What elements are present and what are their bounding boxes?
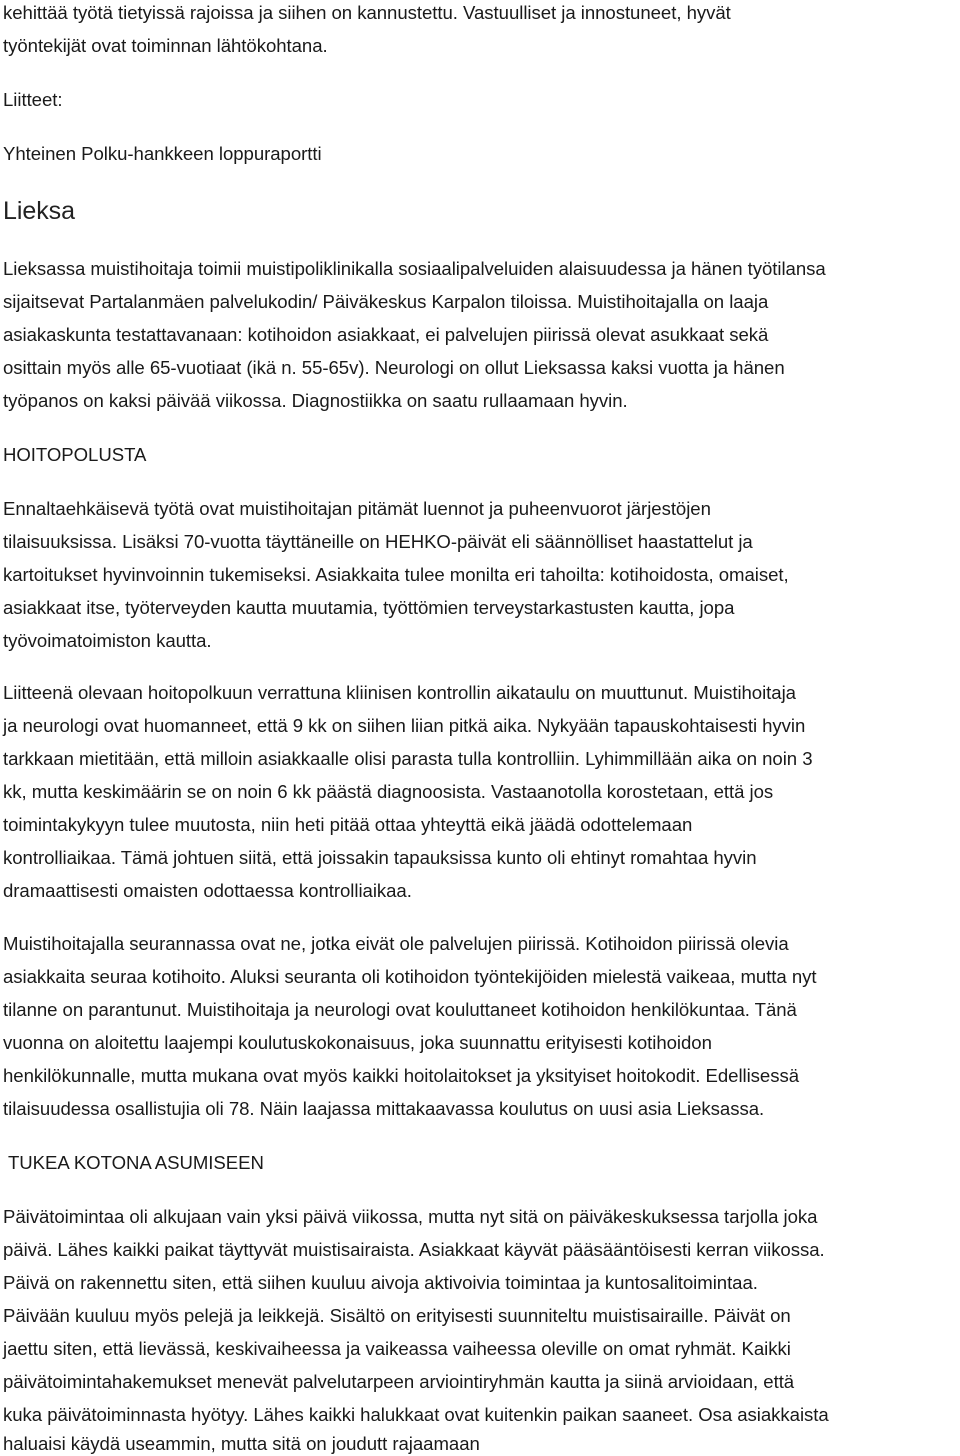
paragraph-5-line: Päivätoimintaa oli alkujaan vain yksi päivä viikossa, mutta nyt sitä on päiväkeskuksessa tarjolla joka (3, 1206, 818, 1227)
paragraph-4-line: Muistihoitajalla seurannassa ovat ne, jotka eivät ole palvelujen piirissä. Kotihoidon piirissä olevia (3, 933, 789, 954)
paragraph-2-line: Ennaltaehkäisevä työtä ovat muistihoitajan pitämät luennot ja puheenvuorot järjestöjen (3, 498, 711, 519)
paragraph-3-line: ja neurologi ovat huomanneet, että 9 kk on siihen liian pitkä aika. Nykyään tapauskohtaisesti hyvin (3, 715, 806, 736)
intro-line-2: työntekijät ovat toiminnan lähtökohtana. (3, 35, 328, 56)
paragraph-5-line: Päivä on rakennettu siten, että siihen kuuluu aivoja aktivoivia toimintaa ja kuntosalitoimintaa. (3, 1272, 758, 1293)
paragraph-5-line: Päivään kuuluu myös pelejä ja leikkejä. Sisältö on erityisesti suunniteltu muistisairaille. Päivät on (3, 1305, 791, 1326)
paragraph-5-line: päivä. Lähes kaikki paikat täyttyvät muistisairaista. Asiakkaat käyvät pääsääntöisesti kerran viikossa. (3, 1239, 825, 1260)
paragraph-5-line: haluaisi käydä useammin, mutta sitä on joudutt rajaamaan (3, 1433, 480, 1454)
paragraph-2-line: tilaisuuksissa. Lisäksi 70-vuotta täyttäneille on HEHKO-päivät eli säännölliset haastattelut ja (3, 531, 753, 552)
paragraph-3-line: Liitteenä olevaan hoitopolkuun verrattuna kliinisen kontrollin aikataulu on muuttunut. Muistihoitaja (3, 682, 796, 703)
paragraph-1-line: asiakaskunta testattavanaan: kotihoidon asiakkaat, ei palvelujen piirissä olevat asukkaat sekä (3, 324, 769, 345)
attachments-label: Liitteet: (3, 89, 63, 110)
paragraph-3-line: tarkkaan mietitään, että milloin asiakkaalle olisi parasta tulla kontrolliin. Lyhimmillään aika on noin 3 (3, 748, 813, 769)
paragraph-2-line: asiakkaat itse, työterveyden kautta muutamia, työttömien terveystarkastusten kautta, jopa (3, 597, 735, 618)
paragraph-5-line: jaettu siten, että lievässä, keskivaiheessa ja vaikeassa vaiheessa oleville on omat ryhmät. Kaikki (3, 1338, 791, 1359)
paragraph-3-line: kk, mutta keskimäärin se on noin 6 kk päästä diagnoosista. Vastaanotolla korostetaan, että jos (3, 781, 774, 802)
paragraph-3-line: dramaattisesti omaisten odottaessa kontrolliaikaa. (3, 880, 412, 901)
paragraph-1-line: Lieksassa muistihoitaja toimii muistipoliklinikalla sosiaalipalveluiden alaisuudessa ja hänen työtilansa (3, 258, 826, 279)
intro-line-1: kehittää työtä tietyissä rajoissa ja siihen on kannustettu. Vastuulliset ja innostuneet, hyvät (3, 2, 731, 23)
paragraph-3-line: kontrolliaikaa. Tämä johtuen siitä, että joissakin tapauksissa kunto oli ehtinyt romahtaa hyvin (3, 847, 757, 868)
paragraph-4-line: vuonna on aloitettu laajempi koulutuskokonaisuus, joka suunnattu erityisesti kotihoidon (3, 1032, 712, 1053)
location-heading: Lieksa (3, 197, 75, 225)
paragraph-1-line: sijaitsevat Partalanmäen palvelukodin/ Päiväkeskus Karpalon tiloissa. Muistihoitajalla on laaja (3, 291, 769, 312)
attachment-item: Yhteinen Polku-hankkeen loppuraportti (3, 143, 322, 164)
section-heading-hoitopolusta: HOITOPOLUSTA (3, 444, 147, 465)
paragraph-5-line: päivätoimintahakemukset menevät palvelutarpeen arviointiryhmän kautta ja siinä arvioidaan, että (3, 1371, 795, 1392)
paragraph-4-line: tilaisuudessa osallistujia oli 78. Näin laajassa mittakaavassa koulutus on uusi asia Lieksassa. (3, 1098, 765, 1119)
paragraph-2-line: työvoimatoimiston kautta. (3, 630, 212, 651)
paragraph-4-line: henkilökunnalle, mutta mukana ovat myös kaikki hoitolaitokset ja yksityiset hoitokodit. Edellisessä (3, 1065, 800, 1086)
paragraph-4-line: tilanne on parantunut. Muistihoitaja ja neurologi ovat kouluttaneet kotihoidon henkilökuntaa. Tänä (3, 999, 797, 1020)
section-heading-tukea-kotona-asumiseen: TUKEA KOTONA ASUMISEEN (8, 1152, 264, 1173)
paragraph-1-line: työpanos on kaksi päivää viikossa. Diagnostiikka on saatu rullaamaan hyvin. (3, 390, 628, 411)
paragraph-4-line: asiakkaita seuraa kotihoito. Aluksi seuranta oli kotihoidon työntekijöiden mielestä vaikeaa, mutta nyt (3, 966, 817, 987)
paragraph-5-line: kuka päivätoiminnasta hyötyy. Lähes kaikki halukkaat ovat kuitenkin paikan saaneet. Osa asiakkaista (3, 1404, 829, 1425)
paragraph-2-line: kartoitukset hyvinvoinnin tukemiseksi. Asiakkaita tulee monilta eri tahoilta: kotihoidosta, omaiset, (3, 564, 789, 585)
paragraph-3-line: toimintakykyyn tulee muutosta, niin heti pitää ottaa yhteyttä eikä jäädä odottelemaan (3, 814, 693, 835)
paragraph-1-line: osittain myös alle 65-vuotiaat (ikä n. 55-65v). Neurologi on ollut Lieksassa kaksi vuotta ja hänen (3, 357, 785, 378)
